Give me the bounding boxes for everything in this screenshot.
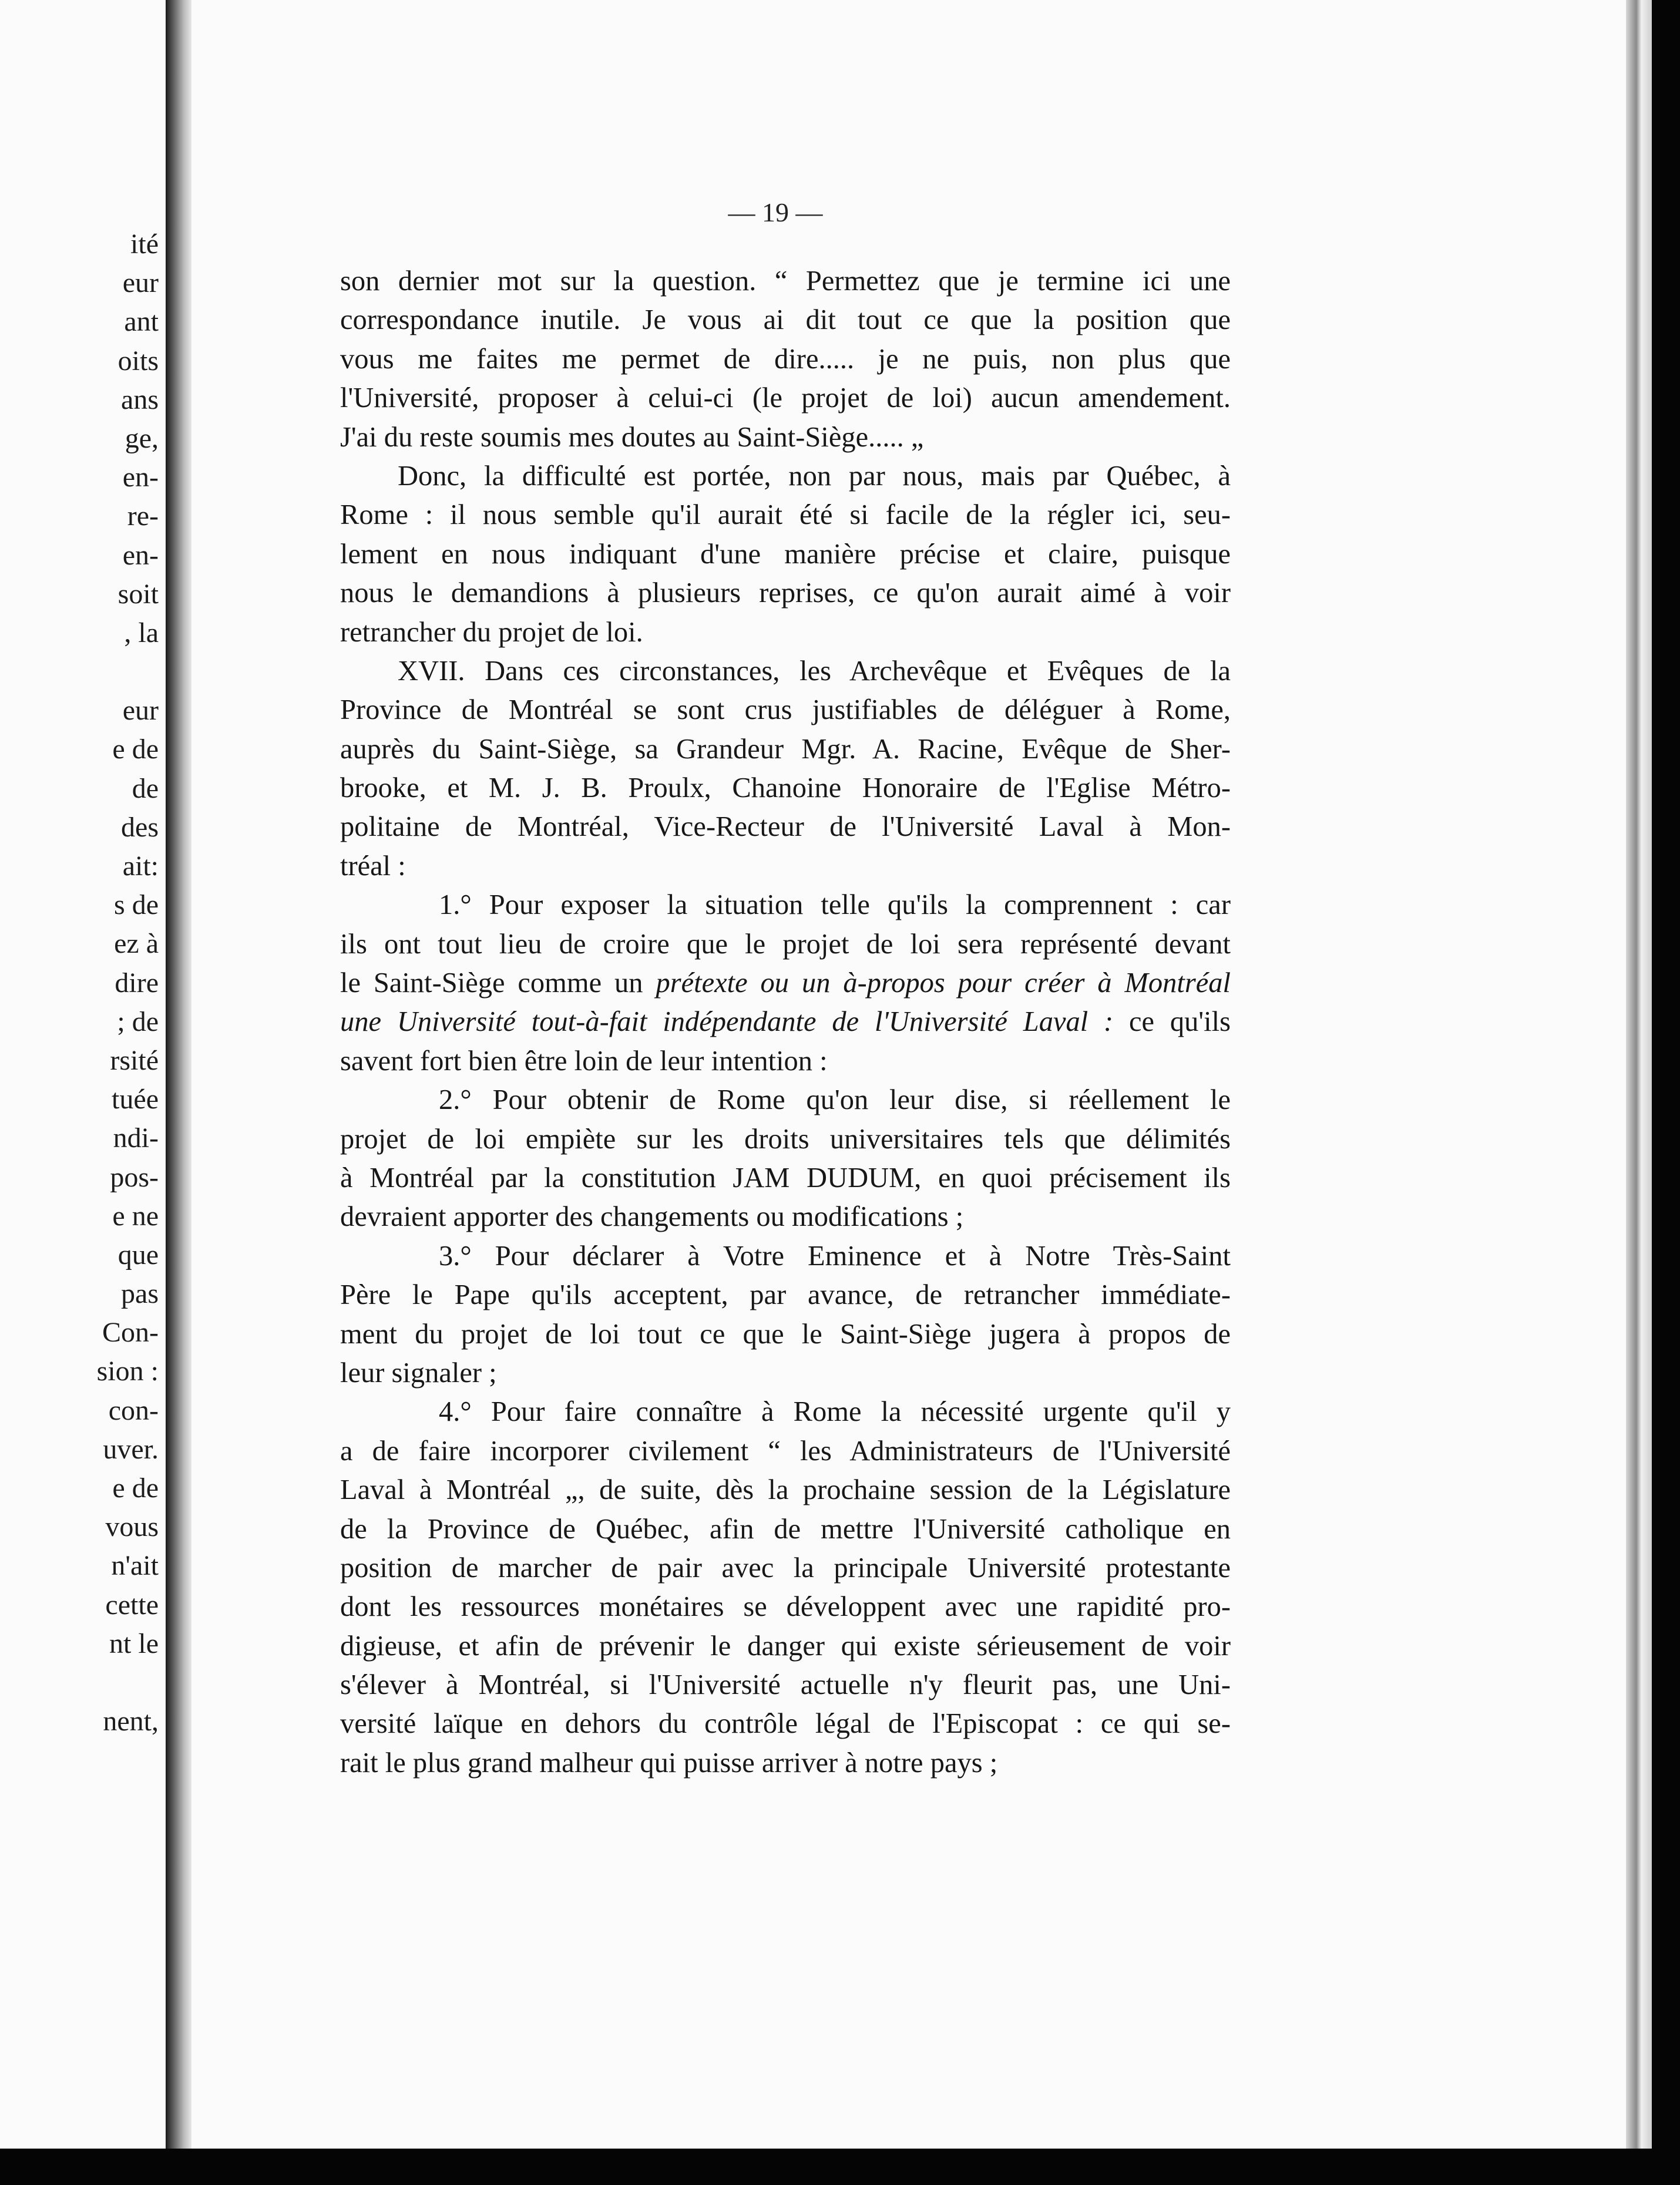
text-line: son dernier mot sur la question. “ Permettez que je termine ici une — [340, 265, 1231, 297]
text-line: devraient apporter des changements ou modifications ; — [340, 1201, 964, 1233]
facing-page-fragment: pas — [121, 1278, 159, 1310]
facing-page-fragment: que — [117, 1239, 159, 1270]
facing-page-fragment: ité — [130, 228, 159, 260]
text-line: s'élever à Montréal, si l'Université actuelle n'y fleurit pas, une Uni- — [340, 1669, 1231, 1701]
text-line: lement en nous indiquant d'une manière précise et claire, puisque — [340, 538, 1231, 570]
text-line: projet de loi empiète sur les droits universitaires tels que délimités — [340, 1123, 1231, 1155]
text-line: 2.° Pour obtenir de Rome qu'on leur dise, si réellement le — [439, 1084, 1231, 1116]
text-line: savent fort bien être loin de leur intention : — [340, 1045, 828, 1077]
text-line-mixed — [340, 1003, 1231, 1041]
facing-page-fragment — [0, 1663, 159, 1702]
text-line: Rome : il nous semble qu'il aurait été si facile de la régler ici, seu- — [340, 499, 1231, 531]
scan-bottom-border — [0, 2149, 1680, 2185]
facing-page-fragment: ant — [124, 306, 159, 338]
text-line: 4.° Pour faire connaître à Rome la nécessité urgente qu'il y — [439, 1396, 1231, 1428]
facing-page-fragment: e ne — [112, 1200, 159, 1232]
text-line: 1.° Pour exposer la situation telle qu'ils la comprennent : car — [439, 889, 1231, 921]
facing-page-fragment: dire — [115, 967, 159, 999]
facing-page-fragment: des — [121, 811, 159, 843]
text-line: a de faire incorporer civilement “ les Administrateurs de l'Université — [340, 1435, 1231, 1467]
facing-page-fragment: vous — [105, 1511, 159, 1543]
text-line: Laval à Montréal „, de suite, dès la prochaine session de la Législature — [340, 1474, 1231, 1506]
facing-page-fragment: soit — [117, 578, 159, 610]
text-line: Donc, la difficulté est portée, non par nous, mais par Québec, à — [398, 460, 1231, 492]
facing-page-fragment: e de — [112, 1473, 159, 1504]
facing-page-fragment: pos- — [110, 1161, 159, 1193]
page-number: — 19 — — [728, 197, 823, 227]
text-line: ment du projet de loi tout ce que le Saint-Siège jugera à propos de — [340, 1318, 1231, 1350]
facing-page-text-fragments — [0, 225, 159, 1741]
facing-page-fragment: tuée — [112, 1084, 159, 1115]
facing-page-fragment: con- — [108, 1394, 159, 1426]
facing-page-fragment: s de — [114, 889, 159, 921]
text-line-mixed — [340, 964, 1231, 1003]
text-line: Province de Montréal se sont crus justifiables de déléguer à Rome, — [340, 694, 1231, 726]
facing-page-edge — [0, 0, 166, 2149]
facing-page-fragment: re- — [127, 500, 159, 532]
text-line: brooke, et M. J. B. Proulx, Chanoine Honoraire de l'Eglise Métro- — [340, 772, 1231, 804]
text-line: vous me faites me permet de dire..... je ne puis, non plus que — [340, 343, 1231, 375]
facing-page-fragment: Con- — [102, 1317, 159, 1349]
facing-page-fragment — [0, 653, 159, 691]
text-line: rait le plus grand malheur qui puisse arriver à notre pays ; — [340, 1747, 998, 1779]
text-line: à Montréal par la constitution JAM DUDUM, en quoi précisement ils — [340, 1162, 1231, 1194]
facing-page-fragment: ez à — [114, 928, 159, 960]
text-line: J'ai du reste soumis mes doutes au Saint-Siège..... „ — [340, 421, 924, 453]
facing-page-fragment: nt le — [109, 1628, 159, 1659]
facing-page-fragment: , la — [124, 617, 159, 648]
text-line: versité laïque en dehors du contrôle légal de l'Episcopat : ce qui se- — [340, 1708, 1231, 1740]
facing-page-fragment: eur — [122, 267, 159, 299]
italic-segment: une Université tout-à-fait indépendante de l'Université Laval : — [340, 1006, 1114, 1038]
text-line: tréal : — [340, 850, 406, 882]
text-line: politaine de Montréal, Vice-Recteur de l'Université Laval à Mon- — [340, 811, 1231, 843]
text-line: Père le Pape qu'ils acceptent, par avance, de retrancher immédiate- — [340, 1279, 1231, 1311]
facing-page-fragment: ait: — [122, 851, 159, 882]
facing-page-fragment: e de — [112, 734, 159, 765]
facing-page-fragment: en- — [122, 539, 159, 571]
body-text — [340, 262, 1231, 1783]
text-line: l'Université, proposer à celui-ci (le projet de loi) aucun amendement. — [340, 382, 1231, 414]
facing-page-fragment: n'ait — [111, 1550, 159, 1582]
facing-page-fragment: ans — [121, 384, 159, 415]
facing-page-fragment: nent, — [103, 1706, 159, 1737]
text-line: digieuse, et afin de prévenir le danger qui existe sérieusement de voir — [340, 1630, 1231, 1662]
italic-segment: prétexte ou un à-propos pour créer à Montréal — [656, 967, 1231, 999]
facing-page-fragment: en- — [122, 462, 159, 493]
text-line: position de marcher de pair avec la principale Université protestante — [340, 1552, 1231, 1584]
text-line: XVII. Dans ces circonstances, les Archevêque et Evêques de la — [398, 655, 1231, 687]
page-right-edge — [1626, 0, 1652, 2149]
text-segment: ce qu'ils — [1129, 1006, 1231, 1038]
facing-page-fragment: uver. — [103, 1433, 159, 1465]
text-line: 3.° Pour déclarer à Votre Eminence et à Notre Très-Saint — [439, 1240, 1231, 1272]
facing-page-fragment: rsité — [110, 1044, 159, 1076]
text-line: retrancher du projet de loi. — [340, 616, 643, 648]
text-line: dont les ressources monétaires se développent avec une rapidité pro- — [340, 1591, 1231, 1623]
text-line: nous le demandions à plusieurs reprises, ce qu'on aurait aimé à voir — [340, 577, 1231, 609]
text-line: de la Province de Québec, afin de mettre l'Université catholique en — [340, 1513, 1231, 1545]
facing-page-fragment: ge, — [125, 422, 159, 454]
facing-page-fragment: ndi- — [113, 1122, 159, 1154]
facing-page-fragment: de — [132, 772, 159, 804]
facing-page-fragment: sion : — [96, 1356, 159, 1387]
facing-page-fragment: eur — [122, 695, 159, 727]
facing-page-fragment: cette — [105, 1589, 159, 1621]
facing-page-fragment: ; de — [117, 1006, 159, 1037]
text-line: auprès du Saint-Siège, sa Grandeur Mgr. A. Racine, Evêque de Sher- — [340, 733, 1231, 765]
facing-page-fragment: oits — [117, 345, 159, 377]
text-line: correspondance inutile. Je vous ai dit tout ce que la position que — [340, 304, 1231, 336]
text-segment: le Saint-Siège comme un — [340, 967, 643, 999]
book-gutter-shadow — [166, 0, 191, 2149]
text-line: ils ont tout lieu de croire que le projet de loi sera représenté devant — [340, 928, 1231, 960]
text-line: leur signaler ; — [340, 1357, 497, 1389]
